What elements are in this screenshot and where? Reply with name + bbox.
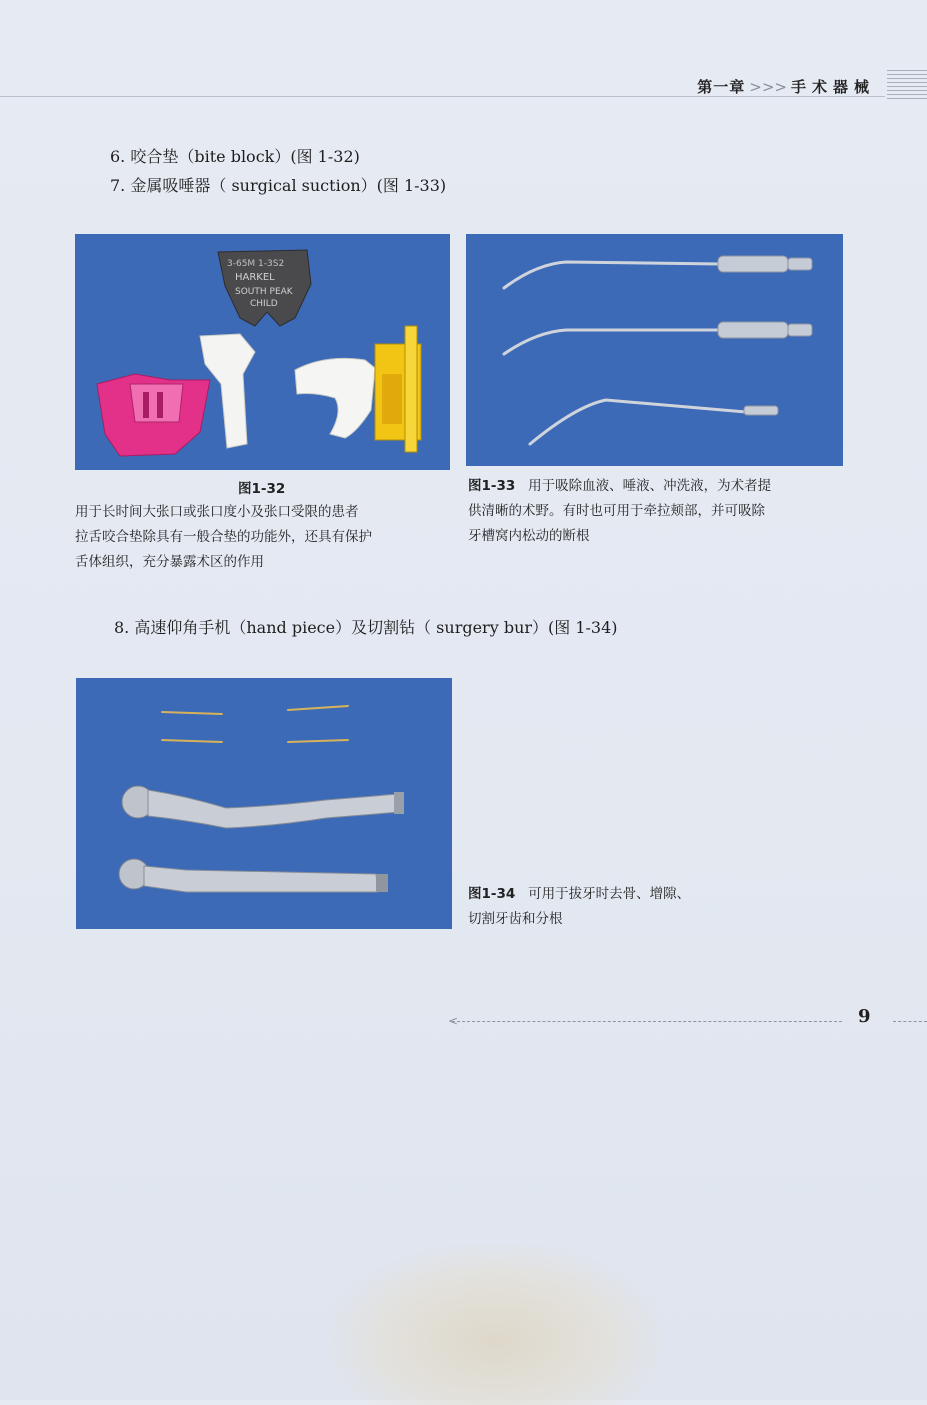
figure-number-1-34: 图1-34	[468, 886, 516, 902]
item-bite-block: 6. 咬合垫（bite block）(图 1-32)	[110, 147, 360, 166]
block-text-2: HARKEL	[235, 272, 275, 283]
block-text-1: 3-65M 1-3S2	[227, 259, 285, 269]
figure-number-1-32: 图1-32	[238, 481, 286, 497]
caption-1-32	[75, 500, 450, 575]
header-stripes	[887, 70, 927, 102]
block-text-3: SOUTH PEAK	[235, 287, 293, 297]
caption-1-33	[468, 474, 848, 549]
chapter-label: 第一章	[697, 78, 746, 96]
running-header	[697, 76, 875, 97]
footer-rule	[452, 1021, 842, 1022]
footer-rule-right	[893, 1021, 927, 1022]
caption-1-33-line-3: 牙槽窝内松动的断根	[468, 528, 590, 544]
caption-1-32-line-3: 舌体组织，充分暴露术区的作用	[75, 554, 264, 570]
bite-blocks-illustration	[75, 234, 450, 470]
header-arrows: >>>	[749, 78, 787, 96]
photo-hand-piece	[76, 678, 452, 929]
caption-1-34-line-2: 切割牙齿和分根	[468, 911, 563, 927]
figure-number-1-33: 图1-33	[468, 478, 516, 494]
page-number: 9	[858, 1006, 871, 1027]
item-hand-piece: 8. 高速仰角手机（hand piece）及切割钻（ surgery bur）(图 1-34)	[114, 618, 618, 637]
item-surgical-suction: 7. 金属吸唾器（ surgical suction）(图 1-33)	[110, 176, 447, 195]
section-label: 手术器械	[790, 78, 875, 96]
figure-label-1-32	[238, 477, 285, 502]
caption-1-33-line-2: 供清晰的术野。有时也可用于牵拉颊部，并可吸除	[468, 503, 765, 519]
caption-1-32-line-1: 用于长时间大张口或张口度小及张口受限的患者	[75, 504, 359, 520]
caption-1-34-line-1: 可用于拔牙时去骨、增隙、	[528, 886, 691, 902]
caption-1-32-line-2: 拉舌咬合垫除具有一般合垫的功能外，还具有保护	[75, 529, 372, 545]
hand-piece-illustration	[76, 678, 452, 929]
caption-1-33-line-1: 用于吸除血液、唾液、冲洗液，为术者提	[528, 478, 772, 494]
photo-surgical-suction	[466, 234, 843, 466]
suction-tips-illustration	[466, 234, 843, 466]
page-arrow-icon: <	[448, 1014, 459, 1028]
caption-1-34	[468, 882, 768, 932]
block-text-4: CHILD	[250, 299, 278, 309]
paper-stain	[330, 1245, 660, 1405]
photo-bite-blocks	[75, 234, 450, 470]
